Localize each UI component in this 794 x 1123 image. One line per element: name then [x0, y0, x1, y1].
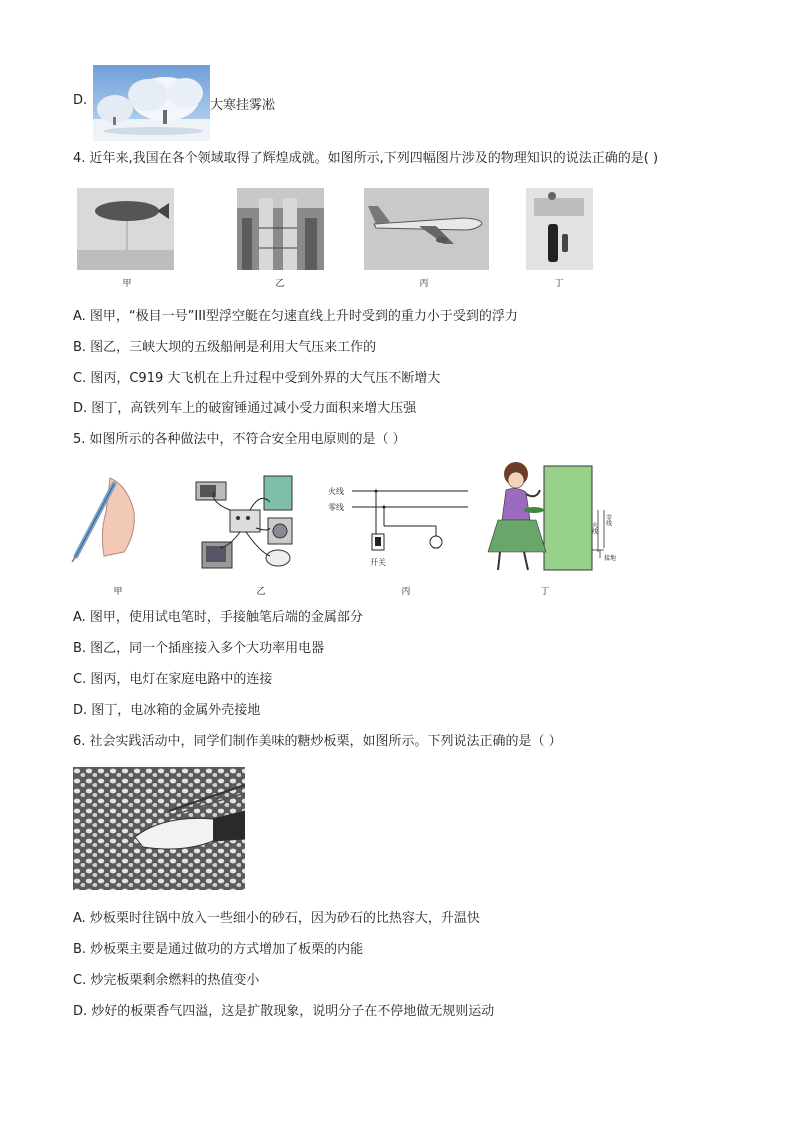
fridge-ground-label: 接地	[604, 555, 617, 562]
q4-option-c: C. 图丙，C919 大飞机在上升过程中受到外界的大气压不断增大	[73, 371, 441, 386]
airplane-photo	[364, 188, 489, 270]
dam-photo	[237, 188, 324, 270]
q3-option-d	[73, 93, 87, 108]
q6-option-d: D. 炒好的板栗香气四溢，这是扩散现象，说明分子在不停地做无规则运动	[73, 1004, 495, 1019]
q5-option-d: D. 图丁，电冰箱的金属外壳接地	[73, 703, 261, 718]
rime-photo	[93, 65, 210, 141]
q5-stem: 5. 如图所示的各种做法中，不符合安全用电原则的是（ ）	[73, 432, 406, 447]
chestnut-photo	[73, 767, 245, 890]
test-pen-illustration	[70, 472, 140, 562]
caption-bing: 丙	[419, 279, 429, 289]
caption-ding: 丁	[554, 279, 564, 289]
option-letter: D.	[73, 93, 88, 108]
overloaded-socket-illustration	[190, 462, 300, 574]
q4-option-d: D. 图丁，高铁列车上的破窗锤通过减小受力面积来增大压强	[73, 401, 417, 416]
live-wire-label: 火线	[328, 487, 344, 496]
circuit-diagram	[326, 480, 476, 574]
q6-stem: 6. 社会实践活动中，同学们制作美味的糖炒板栗，如图所示。下列说法正确的是（ ）	[73, 734, 562, 749]
fridge-neutral-label: 零线	[604, 514, 612, 526]
q6-option-b: B. 炒板栗主要是通过做功的方式增加了板栗的内能	[73, 942, 364, 957]
q6-option-c: C. 炒完板栗剩余燃料的热值变小	[73, 973, 260, 988]
q6-option-a: A. 炒板栗时往锅中放入一些细小的砂石，因为砂石的比热容大，升温快	[73, 911, 480, 926]
q4-option-b: B. 图乙，三峡大坝的五级船闸是利用大气压来工作的	[73, 340, 377, 355]
caption-jia: 甲	[122, 279, 132, 289]
q4-option-a: A. 图甲，“极目一号”III型浮空艇在匀速直线上升时受到的重力小于受到的浮力	[73, 309, 518, 324]
switch-label: 开关	[370, 558, 386, 567]
caption-bing-q5: 丙	[401, 587, 411, 597]
caption-yi-q5: 乙	[256, 587, 266, 597]
q5-option-a: A. 图甲，使用试电笔时，手接触笔后端的金属部分	[73, 610, 363, 625]
q3-option-d-text: 大寒挂雾凇	[210, 98, 276, 113]
fridge-illustration	[480, 460, 630, 576]
caption-ding-q5: 丁	[540, 587, 550, 597]
q5-option-c: C. 图丙，电灯在家庭电路中的连接	[73, 672, 273, 687]
fridge-live-label: 火线	[590, 522, 598, 534]
q4-stem: 4. 近年来,我国在各个领域取得了辉煌成就。如图所示,下列四幅图片涉及的物理知识的说法正确的是( )	[73, 151, 659, 166]
caption-yi: 乙	[275, 279, 285, 289]
neutral-wire-label: 零线	[328, 503, 344, 512]
caption-jia-q5: 甲	[113, 587, 123, 597]
hammer-photo	[526, 188, 593, 270]
q5-option-b: B. 图乙，同一个插座接入多个大功率用电器	[73, 641, 325, 656]
airship-photo	[77, 188, 174, 270]
